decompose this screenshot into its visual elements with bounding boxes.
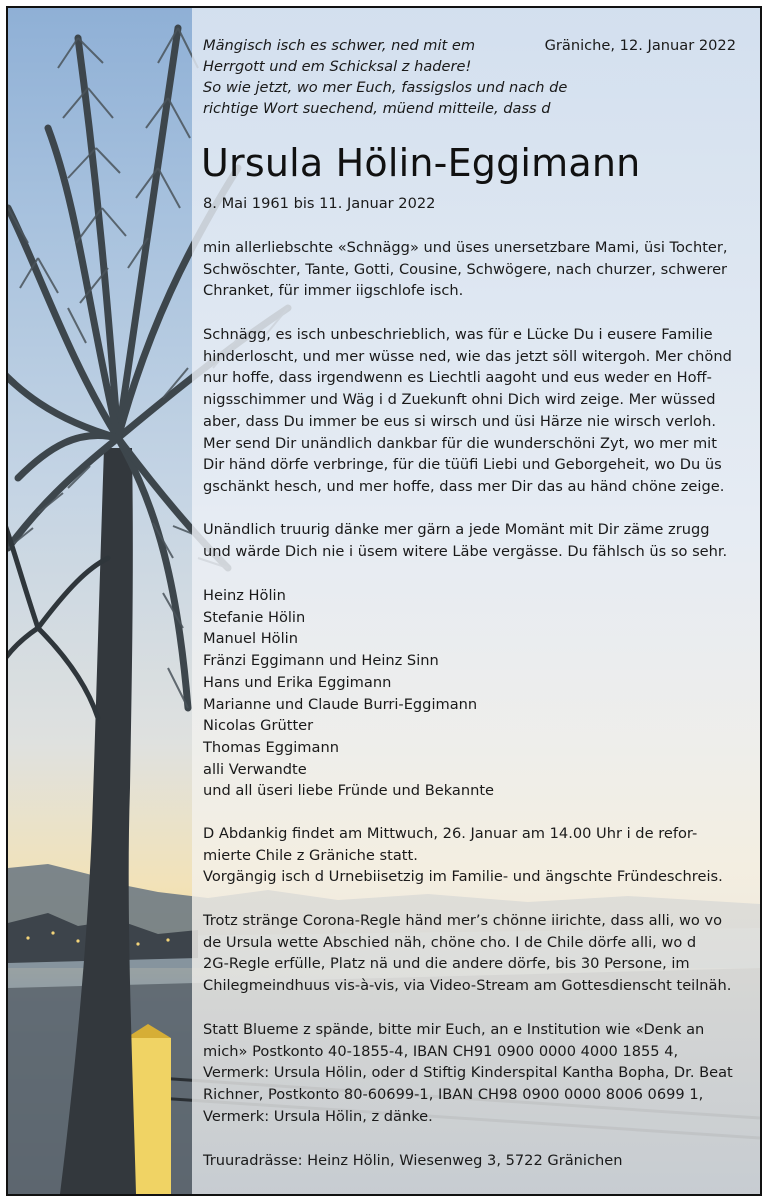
mourners-list xyxy=(203,585,494,802)
intro-line: So wie jetzt, wo mer Euch, fassigslos und nach de xyxy=(203,79,568,96)
address-line: Truuradrässe: Heinz Hölin, Wiesenweg 3, 5722 Gränichen xyxy=(203,1152,623,1169)
text-line: Vorgängig isch d Urnebiisetzig im Familie- und ängschte Fründeschreis. xyxy=(203,868,723,886)
text-line: und wärde Dich nie i üsem witere Läbe vergässe. Du fählsch üs so sehr. xyxy=(203,542,728,560)
mourner: Heinz Hölin xyxy=(203,587,286,604)
tribute-paragraph xyxy=(203,324,732,498)
text-line: mich» Postkonto 40-1855-4, IBAN CH91 0900 0000 4000 1855 4, xyxy=(203,1042,679,1060)
mourner: und all üseri liebe Fründe und Bekannte xyxy=(203,782,495,800)
corona-info xyxy=(203,910,731,997)
deceased-name: Ursula Hölin-Eggimann xyxy=(201,141,641,185)
mourner: Thomas Eggimann xyxy=(203,738,339,756)
text-line: D Abdankig findet am Mittwuch, 26. Januar am 14.00 Uhr i de refor- xyxy=(203,825,698,842)
announcement-paragraph xyxy=(203,237,728,302)
mourner: Hans und Erika Eggimann xyxy=(203,673,392,691)
text-line: Schnägg, es isch unbeschrieblich, was für e Lücke Du i eusere Familie xyxy=(203,326,713,343)
text-line: min allerliebschte «Schnägg» und üses unersetzbare Mami, üsi Tochter, xyxy=(203,239,728,256)
mourner: Marianne und Claude Burri-Eggimann xyxy=(203,695,478,713)
text-line: Chranket, für immer iigschlofe isch. xyxy=(203,282,464,300)
mourner: Manuel Hölin xyxy=(203,630,298,648)
text-line: Dir händ dörfe verbringe, für die tüüfi Liebi und Geborgeheit, wo Du üs xyxy=(203,456,722,474)
text-line: gschänkt hesch, und mer hoffe, dass mer Dir das au händ chöne zeige. xyxy=(203,477,725,495)
mourner: Stefanie Hölin xyxy=(203,608,306,626)
text-line: hinderloscht, und mer wüsse ned, wie das jetzt söll witergoh. Mer chönd xyxy=(203,347,732,365)
text-line: aber, dass Du immer be eus si wirsch und üsi Härze nie wirsch verloh. xyxy=(203,412,716,430)
text-line: Vermerk: Ursula Hölin, oder d Stiftig Kinderspital Kantha Bopha, Dr. Beat xyxy=(203,1064,733,1082)
text-line: Richner, Postkonto 80-60699-1, IBAN CH98 0900 0000 8006 0699 1, xyxy=(203,1086,704,1104)
donation-info xyxy=(203,1019,733,1128)
text-line: mierte Chile z Gräniche statt. xyxy=(203,846,418,864)
text-line: Statt Blueme z spände, bitte mir Euch, an e Institution wie «Denk an xyxy=(203,1021,705,1038)
mourner: alli Verwandte xyxy=(203,760,307,778)
text-line: Unändlich truurig dänke mer gärn a jede Momänt mit Dir zäme zrugg xyxy=(203,521,710,538)
palm-fronds-left xyxy=(8,508,108,718)
text-line: Trotz stränge Corona-Regle händ mer’s chönne iirichte, dass alli, wo vo xyxy=(203,912,723,929)
intro-line: richtige Wort suechend, müend mitteile, dass d xyxy=(203,100,551,117)
text-line: 2G-Regle erfülle, Platz nä und die andere dörfe, bis 30 Persone, im xyxy=(203,955,690,973)
life-dates: 8. Mai 1961 bis 11. Januar 2022 xyxy=(203,195,436,212)
text-line: Chilegmeindhuus vis-à-vis, via Video-Stream am Gottesdienscht teilnäh. xyxy=(203,977,732,995)
text-line: Vermerk: Ursula Hölin, z dänke. xyxy=(203,1107,433,1125)
mourner: Fränzi Eggimann und Heinz Sinn xyxy=(203,652,439,670)
place-date: Gräniche, 12. Januar 2022 xyxy=(544,37,736,54)
mourning-address xyxy=(203,1150,622,1172)
text-line: Schwöschter, Tante, Gotti, Cousine, Schwögere, nach churzer, schwerer xyxy=(203,260,728,278)
text-line: de Ursula wette Abschied näh, chöne cho. I de Chile dörfe alli, wo d xyxy=(203,933,697,951)
text-line: nur hoffe, dass irgendwenn es Liechtli aagoht und eus weder en Hoff- xyxy=(203,369,712,387)
remembrance-paragraph xyxy=(203,519,727,562)
intro-line: Herrgott und em Schicksal z hadere! xyxy=(203,58,472,75)
intro-verse xyxy=(203,35,568,119)
intro-line: Mängisch isch es schwer, ned mit em xyxy=(203,37,476,54)
text-line: nigsschimmer und Wäg i d Zuekunft ohni Dich wird zeige. Mer wüssed xyxy=(203,391,716,409)
ceremony-info xyxy=(203,823,723,888)
text-line: Mer send Dir unändlich dankbar für die wunderschöni Zyt, wo mer mit xyxy=(203,434,717,452)
mourner: Nicolas Grütter xyxy=(203,717,314,735)
